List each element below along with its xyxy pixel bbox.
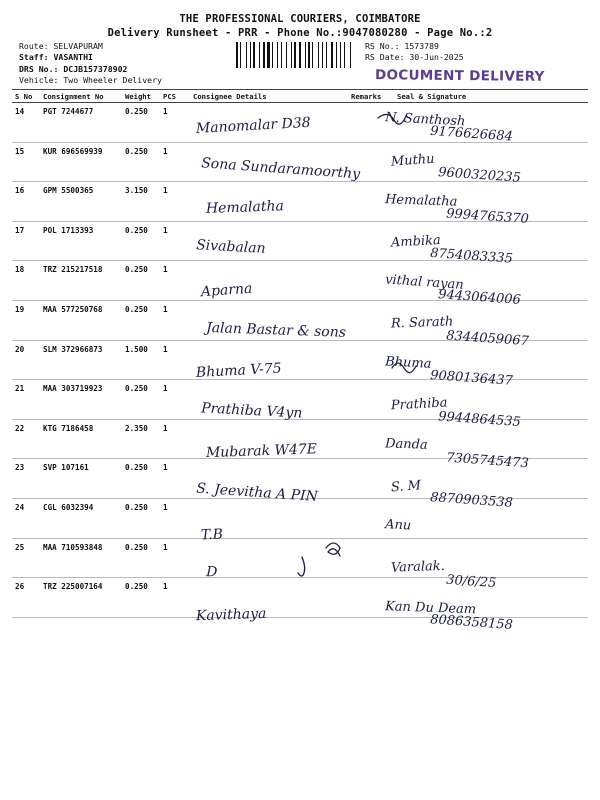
table-row: [12, 340, 588, 380]
row-pcs: 1: [160, 578, 190, 618]
receiver-signature: Bhuma: [384, 354, 432, 372]
table-row: [12, 300, 588, 340]
receiver-signature: Muthu: [390, 151, 436, 170]
receiver-phone-handwriting: 9443064006: [437, 287, 522, 308]
rs-date: RS Date: 30-Jun-2025: [365, 52, 464, 62]
col-weight: Weight: [122, 90, 160, 103]
consignee-handwriting: Jalan Bastar & sons: [205, 319, 347, 341]
row-pcs: 1: [160, 221, 190, 261]
row-seal-signature: [394, 419, 588, 459]
row-pcs: 1: [160, 182, 190, 222]
row-remarks: [348, 221, 394, 261]
row-weight: 0.250: [122, 142, 160, 182]
receiver-signature: R. Sarath: [390, 314, 454, 332]
row-consignee-details: [190, 221, 348, 261]
row-consignment-no: GPM 5500365: [40, 182, 122, 222]
row-consignment-no: MAA 577250768: [40, 300, 122, 340]
receiver-phone-handwriting: 9600320235: [437, 165, 522, 186]
row-sno: 23: [12, 459, 40, 499]
table-header-row: [12, 90, 588, 103]
row-sno: 24: [12, 498, 40, 538]
receiver-signature: S. M: [390, 478, 422, 496]
row-sno: 20: [12, 340, 40, 380]
row-consignee-details: [190, 261, 348, 301]
row-weight: 0.250: [122, 538, 160, 578]
row-seal-signature: [394, 221, 588, 261]
row-consignment-no: TRZ 215217518: [40, 261, 122, 301]
consignee-handwriting: Prathiba V4yn: [200, 400, 303, 422]
row-weight: 0.250: [122, 498, 160, 538]
row-pcs: 1: [160, 142, 190, 182]
row-sno: 17: [12, 221, 40, 261]
table-row: [12, 459, 588, 499]
receiver-signature: Prathiba: [390, 395, 448, 414]
table-row: [12, 182, 588, 222]
row-weight: 1.500: [122, 340, 160, 380]
table-row: [12, 498, 588, 538]
row-weight: 0.250: [122, 103, 160, 143]
row-weight: 2.350: [122, 419, 160, 459]
rs-number: RS No.: 1573789: [365, 41, 439, 51]
row-weight: 0.250: [122, 221, 160, 261]
col-sno: S No: [12, 90, 40, 103]
row-pcs: 1: [160, 300, 190, 340]
drs-number: DRS No.: DCJB157378902: [19, 64, 128, 74]
receiver-signature: Kan Du Deam: [384, 599, 477, 618]
receiver-phone-handwriting: 30/6/25: [445, 572, 497, 592]
receiver-signature: Varalak.: [390, 558, 446, 576]
table-row: [12, 578, 588, 618]
row-seal-signature: [394, 182, 588, 222]
receiver-phone-handwriting: 8344059067: [445, 328, 530, 350]
consignee-handwriting: Sona Sundaramoorthy: [200, 155, 361, 183]
row-remarks: [348, 419, 394, 459]
row-pcs: 1: [160, 340, 190, 380]
row-sno: 16: [12, 182, 40, 222]
row-consignment-no: CGL 6032394: [40, 498, 122, 538]
row-consignment-no: PGT 7244677: [40, 103, 122, 143]
row-pcs: 1: [160, 459, 190, 499]
row-sno: 26: [12, 578, 40, 618]
col-consignee: Consignee Details: [190, 90, 348, 103]
staff-label: Staff: VASANTHI: [19, 52, 93, 62]
row-sno: 18: [12, 261, 40, 301]
row-consignee-details: [190, 380, 348, 420]
row-remarks: [348, 300, 394, 340]
consignee-handwriting: Manomalar D38: [195, 114, 311, 137]
row-consignee-details: [190, 459, 348, 499]
table-row: [12, 380, 588, 420]
row-consignee-details: [190, 142, 348, 182]
row-consignment-no: MAA 710593848: [40, 538, 122, 578]
row-seal-signature: [394, 578, 588, 618]
table-row: [12, 221, 588, 261]
row-consignee-details: [190, 182, 348, 222]
row-pcs: 1: [160, 103, 190, 143]
row-weight: 0.250: [122, 578, 160, 618]
row-weight: 3.150: [122, 182, 160, 222]
consignee-handwriting: Sivabalan: [195, 237, 266, 257]
receiver-signature: Danda: [384, 436, 428, 453]
row-remarks: [348, 103, 394, 143]
row-remarks: [348, 142, 394, 182]
row-seal-signature: [394, 459, 588, 499]
row-remarks: [348, 498, 394, 538]
row-weight: 0.250: [122, 300, 160, 340]
row-consignment-no: KUR 696569939: [40, 142, 122, 182]
col-consignment: Consignment No: [40, 90, 122, 103]
receiver-signature: Hemalatha: [384, 192, 458, 210]
row-sno: 19: [12, 300, 40, 340]
receiver-signature: N. Santhosh: [384, 110, 466, 130]
consignee-handwriting: S. Jeevitha A PIN: [195, 480, 319, 506]
row-pcs: 1: [160, 498, 190, 538]
row-seal-signature: [394, 142, 588, 182]
receiver-signature: vithal rayan: [384, 272, 465, 293]
receiver-signature: Anu: [384, 517, 412, 534]
row-consignee-details: [190, 578, 348, 618]
row-consignee-details: [190, 103, 348, 143]
receiver-phone-handwriting: 9994765370: [445, 206, 530, 228]
consignee-handwriting: Mubarak W47E: [205, 441, 318, 462]
row-consignment-no: SVP 107161: [40, 459, 122, 499]
company-title: THE PROFESSIONAL COURIERS, COIMBATORE: [179, 13, 421, 25]
receiver-phone-handwriting: 8870903538: [429, 490, 514, 511]
row-remarks: [348, 261, 394, 301]
row-consignment-no: KTG 7186458: [40, 419, 122, 459]
row-remarks: [348, 182, 394, 222]
row-seal-signature: [394, 498, 588, 538]
row-consignee-details: [190, 340, 348, 380]
row-seal-signature: [394, 340, 588, 380]
row-weight: 0.250: [122, 380, 160, 420]
table-row: [12, 419, 588, 459]
row-seal-signature: [394, 538, 588, 578]
row-remarks: [348, 380, 394, 420]
table-row: [12, 142, 588, 182]
route-label: Route: SELVAPURAM: [19, 41, 103, 51]
receiver-phone-handwriting: 8086358158: [429, 612, 514, 633]
receiver-phone-handwriting: 9944864535: [437, 409, 522, 431]
receiver-phone-handwriting: 8754083335: [429, 245, 514, 267]
consignee-handwriting: Hemalatha: [205, 198, 285, 217]
consignee-handwriting: Bhuma V-75: [195, 360, 283, 382]
receiver-phone-handwriting: 7305745473: [445, 450, 530, 472]
row-consignee-details: [190, 300, 348, 340]
row-remarks: [348, 578, 394, 618]
barcode: [236, 42, 354, 68]
row-pcs: 1: [160, 419, 190, 459]
receiver-phone-handwriting: 9080136437: [429, 368, 514, 389]
row-consignment-no: MAA 303719923: [40, 380, 122, 420]
row-sno: 22: [12, 419, 40, 459]
row-remarks: [348, 459, 394, 499]
row-pcs: 1: [160, 380, 190, 420]
col-seal-signature: Seal & Signature: [394, 90, 588, 103]
row-consignee-details: [190, 538, 348, 581]
row-sno: 21: [12, 380, 40, 420]
row-consignment-no: POL 1713393: [40, 221, 122, 261]
row-consignment-no: SLM 372966873: [40, 340, 122, 380]
row-seal-signature: [394, 380, 588, 420]
col-remarks: Remarks: [348, 90, 394, 103]
row-seal-signature: [394, 103, 588, 143]
receiver-signature: Ambika: [390, 233, 442, 251]
row-sno: 14: [12, 103, 40, 143]
runsheet-subtitle: Delivery Runsheet - PRR - Phone No.:9047080280 - Page No.:2: [107, 27, 493, 39]
consignee-handwriting: D: [205, 564, 218, 581]
row-remarks: [348, 340, 394, 380]
vehicle-label: Vehicle: Two Wheeler Delivery: [19, 75, 162, 85]
consignee-handwriting: Aparna: [200, 280, 253, 301]
runsheet-table: [12, 89, 588, 618]
row-pcs: 1: [160, 261, 190, 301]
table-row: [12, 538, 588, 578]
row-consignee-details: [190, 419, 348, 462]
row-pcs: 1: [160, 538, 190, 578]
consignee-handwriting: T.B: [200, 526, 224, 544]
row-consignee-details: [190, 498, 348, 538]
row-sno: 15: [12, 142, 40, 182]
row-consignment-no: TRZ 225007164: [40, 578, 122, 618]
document-delivery-stamp: DOCUMENT DELIVERY: [374, 67, 545, 85]
table-row: [12, 103, 588, 143]
consignee-handwriting: Kavithaya: [195, 605, 267, 625]
table-row: [12, 261, 588, 301]
receiver-phone-handwriting: 9176626684: [429, 123, 514, 145]
row-seal-signature: [394, 300, 588, 340]
row-sno: 25: [12, 538, 40, 578]
row-seal-signature: [394, 261, 588, 301]
row-remarks: [348, 538, 394, 578]
row-weight: 0.250: [122, 261, 160, 301]
row-weight: 0.250: [122, 459, 160, 499]
col-pcs: PCS: [160, 90, 190, 103]
